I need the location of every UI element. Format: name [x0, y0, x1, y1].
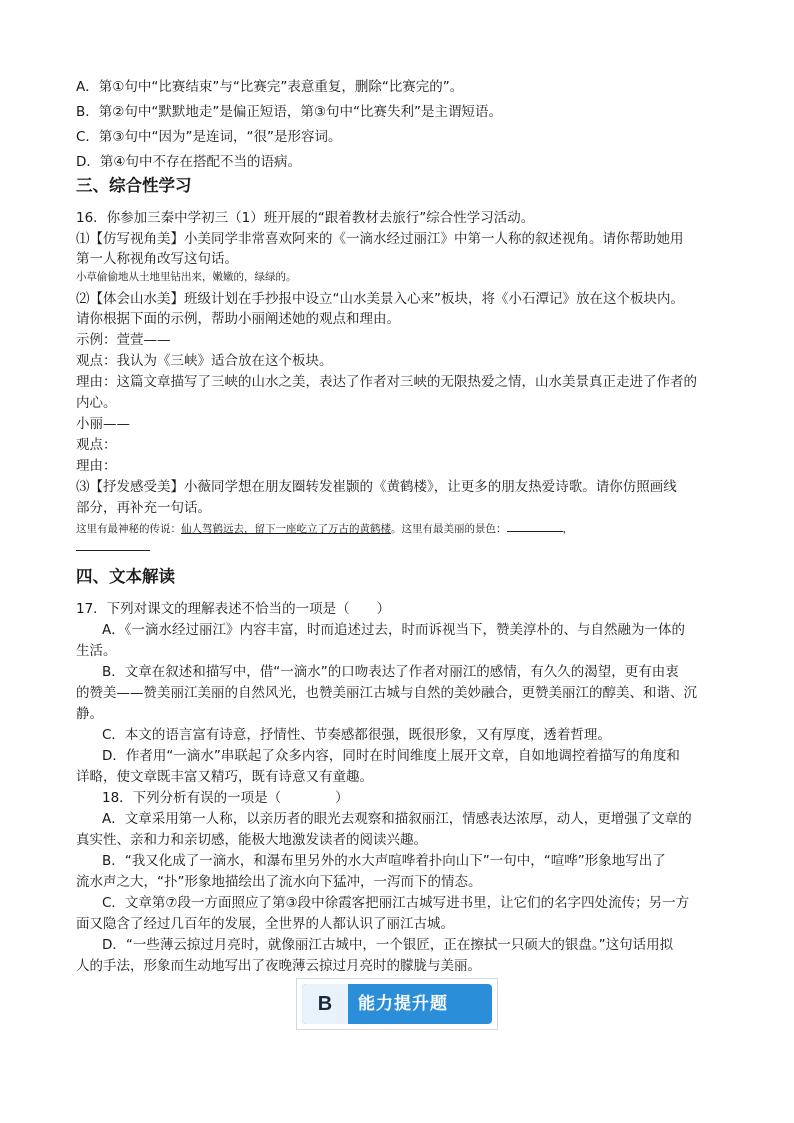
q15-option-c: C．第③句中“因为”是连词，“很”是形容词。: [76, 129, 342, 145]
q18-option-b-line2: 流水声之大，“扑”形象地描绘出了流水向下猛冲，一泻而下的情态。: [76, 874, 482, 890]
section3-title: 三、综合性学习: [76, 176, 192, 195]
q16-part2-line1: ⑵【体会山水美】班级计划在手抄报中设立“山水美景入心来”板块，将《小石潭记》放在这个板块内。: [76, 291, 684, 307]
q16-part1-line2: 第一人称视角改写这句话。: [76, 251, 238, 267]
q16-part1-example: 小草偷偷地从土地里钻出来，嫩嫩的，绿绿的。: [76, 271, 297, 283]
answer-blank-2-line: [76, 536, 726, 558]
answer-blank-2[interactable]: [76, 536, 150, 551]
sentence-middle: 。这里有最美丽的景色：: [391, 523, 507, 535]
q16-intro: 16．你参加三秦中学初三（1）班开展的“跟着教材去旅行”综合性学习活动。: [76, 210, 535, 226]
q18-option-d-line2: 人的手法，形象而生动地写出了夜晚薄云掠过月亮时的朦胧与美丽。: [76, 958, 481, 974]
q15-option-a: A．第①句中“比赛结束”与“比赛完”表意重复，删除“比赛完的”。: [76, 79, 464, 95]
underlined-example: 仙人驾鹤远去，留下一座屹立了万古的黄鹤楼: [181, 523, 391, 535]
sample-label: 示例：萱萱——: [76, 332, 171, 348]
comma: ，: [562, 523, 573, 535]
q17-option-a-line2: 生活。: [76, 643, 117, 659]
q16-part3-line1: ⑶【抒发感受美】小薇同学想在朋友圈转发崔颢的《黄鹤楼》，让更多的朋友热爱诗歌。请你仿照画线: [76, 479, 677, 495]
badge-fill: [302, 984, 492, 1024]
q18-option-b-line1: B．“我又化成了一滴水，和瀑布里另外的水大声喧哗着扑向山下”一句中，“喧哗”形象地写出了: [102, 853, 666, 869]
q16-part2-line2: 请你根据下面的示例，帮助小丽阐述她的观点和理由。: [76, 311, 400, 327]
q18-option-c-line2: 面又隐含了经过几百年的发展，全世界的人都认识了丽江古城。: [76, 916, 454, 932]
xiaoli-reason-label: 理由：: [76, 458, 117, 474]
q17-stem: 17．下列对课文的理解表述不恰当的一项是（ ）: [76, 601, 391, 617]
sample-reason-line2: 内心。: [76, 395, 117, 411]
q18-option-d-line1: D．“一些薄云掠过月亮时，就像丽江古城中，一个银匠，正在擦拭一只硕大的银盘。”这句话用拟: [102, 937, 674, 953]
q15-option-b: B．第②句中“默默地走”是偏正短语，第③句中“比赛失利”是主谓短语。: [76, 104, 502, 120]
section4-title: 四、文本解读: [76, 567, 175, 586]
q18-option-c-line1: C．文章第⑦段一方面照应了第③段中徐霞客把丽江古城写进书里，让它们的名字四处流传；另一方: [102, 895, 690, 911]
q16-part3-line2: 部分，再补充一句话。: [76, 500, 211, 516]
xiaoli-label: 小丽——: [76, 416, 130, 432]
q18-stem: 18．下列分析有误的一项是（ ）: [102, 790, 349, 806]
q15-option-d: D．第④句中不存在搭配不当的语病。: [76, 154, 301, 170]
badge-title: 能力提升题: [358, 994, 448, 1014]
q17-option-b-line1: B．文章在叙述和描写中，借“一滴水”的口吻表达了作者对丽江的感情，有久久的渴望，更有由衷: [102, 664, 679, 680]
q17-option-b-line3: 静。: [76, 706, 103, 722]
answer-blank-1[interactable]: [507, 517, 563, 532]
ability-badge: [296, 978, 498, 1030]
badge-letter: B: [317, 993, 333, 1015]
q17-option-d-line2: 详略，使文章既丰富又精巧，既有诗意又有童趣。: [76, 769, 373, 785]
q18-option-a-line1: A．文章采用第一人称，以亲历者的眼光去观察和描叙丽江，情感表达浓厚，动人，更增强了文章的: [102, 811, 692, 827]
q17-option-c-line1: C．本文的语言富有诗意，抒情性、节奏感都很强，既很形象，又有厚度，透着哲理。: [102, 727, 611, 743]
q18-option-a-line2: 真实性、亲和力和亲切感，能极大地激发读者的阅读兴趣。: [76, 832, 427, 848]
xiaoli-viewpoint-label: 观点：: [76, 437, 117, 453]
sentence-prefix: 这里有最神秘的传说：: [76, 523, 181, 535]
q17-option-b-line2: 的赞美——赞美丽江美丽的自然风光，也赞美丽江古城与自然的美妙融合，更赞美丽江的醇美、和谐、沉: [76, 685, 697, 701]
q17-option-a-line1: A．《一滴水经过丽江》内容丰富，时而追述过去，时而诉视当下，赞美淳朴的、与自然融为一体的: [102, 622, 685, 638]
q16-part1-line1: ⑴【仿写视角美】小美同学非常喜欢阿来的《一滴水经过丽江》中第一人称的叙述视角。请你帮助她用: [76, 231, 684, 247]
q17-option-d-line1: D．作者用“一滴水”串联起了众多内容，同时在时间维度上展开文章，自如地调控着描写的角度和: [102, 748, 680, 764]
sample-viewpoint: 观点：我认为《三峡》适合放在这个板块。: [76, 353, 333, 369]
sample-reason-line1: 理由：这篇文章描写了三峡的山水之美，表达了作者对三峡的无限热爱之情，山水美景真正走进了作者的: [76, 374, 697, 390]
